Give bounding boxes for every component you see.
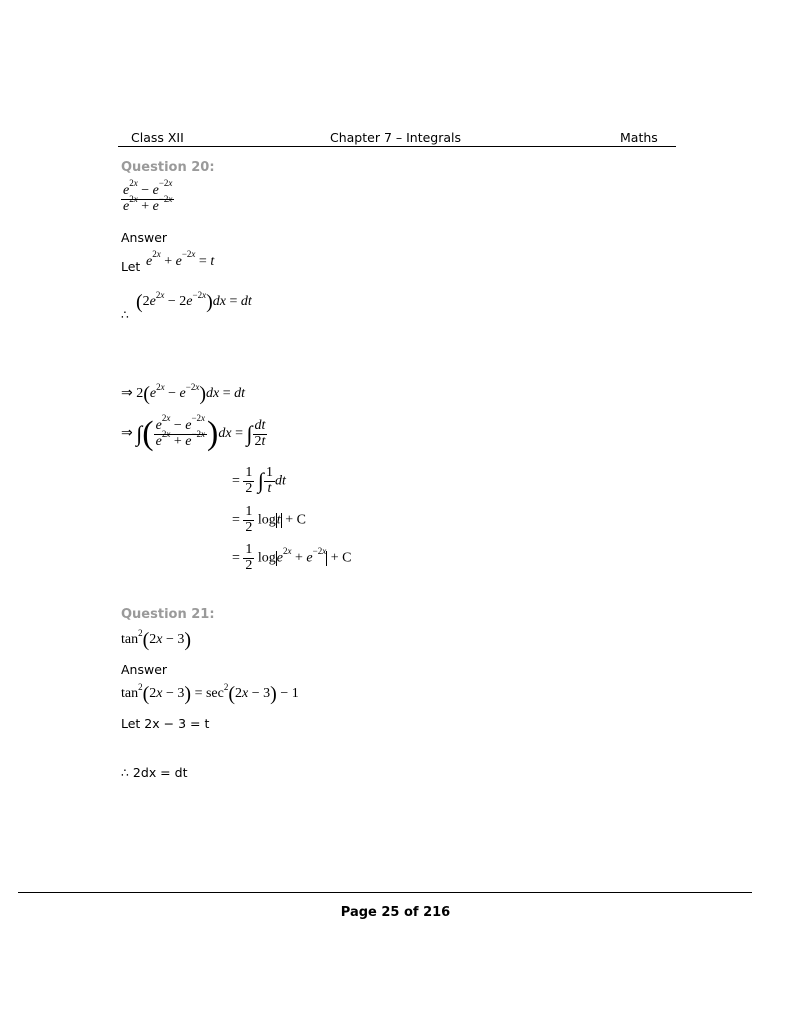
therefore-21-line: ∴ 2dx = dt bbox=[121, 765, 188, 780]
page-number: Page 25 of 216 bbox=[340, 905, 451, 920]
identity-equation: $\tan^2(2x - 3) = \sec^2(2x - 3) - 1$ bbox=[121, 681, 299, 705]
step-log-t: = $\frac{1}{2}$ logt + C bbox=[232, 504, 306, 535]
header-subject: Maths bbox=[620, 130, 658, 145]
question-21-expression: $\tan^2(2x - 3)$ bbox=[121, 627, 192, 651]
question-20-title: Question 20: bbox=[121, 160, 215, 175]
differential-equation: $(2e^{2x} - 2e^{-2x})dx$ = dt bbox=[136, 289, 252, 313]
answer-21-label: Answer bbox=[121, 662, 168, 677]
step-integral-setup: ⇒ ∫( $\frac{e^{2x} - e^{-2x}}{e^{2x} + e^{-2x}}$ )dx = ∫ $\frac{dt}{2t}$ bbox=[121, 413, 266, 452]
substitution-equation: $e^{2x} + e^{-2x} = t$ bbox=[146, 249, 215, 269]
header-chapter: Chapter 7 – Integrals bbox=[330, 130, 462, 145]
step-half-integral: = $\frac{1}{2}$ ∫ $\frac{1}{t}$ dt bbox=[232, 465, 286, 496]
let-20-label: Let bbox=[121, 259, 141, 274]
header-rule bbox=[118, 146, 676, 147]
let-21-line: Let 2x − 3 = t bbox=[121, 716, 210, 731]
question-21-title: Question 21: bbox=[121, 607, 215, 622]
answer-20-label: Answer bbox=[121, 230, 168, 245]
step-simplified-differential: ⇒ $2(e^{2x} - e^{-2x})dx$ = dt bbox=[121, 381, 246, 405]
header-class: Class XII bbox=[131, 130, 184, 145]
question-20-expression: $\frac{e^{2x} - e^{-2x}}{e^{2x} + e^{-2x}}$ bbox=[123, 178, 173, 214]
footer-rule bbox=[18, 892, 752, 893]
therefore-symbol: ∴ bbox=[121, 307, 129, 322]
step-final-result: = $\frac{1}{2}$ $\log e^{2x} + e^{-2x} + C$ bbox=[232, 542, 352, 573]
